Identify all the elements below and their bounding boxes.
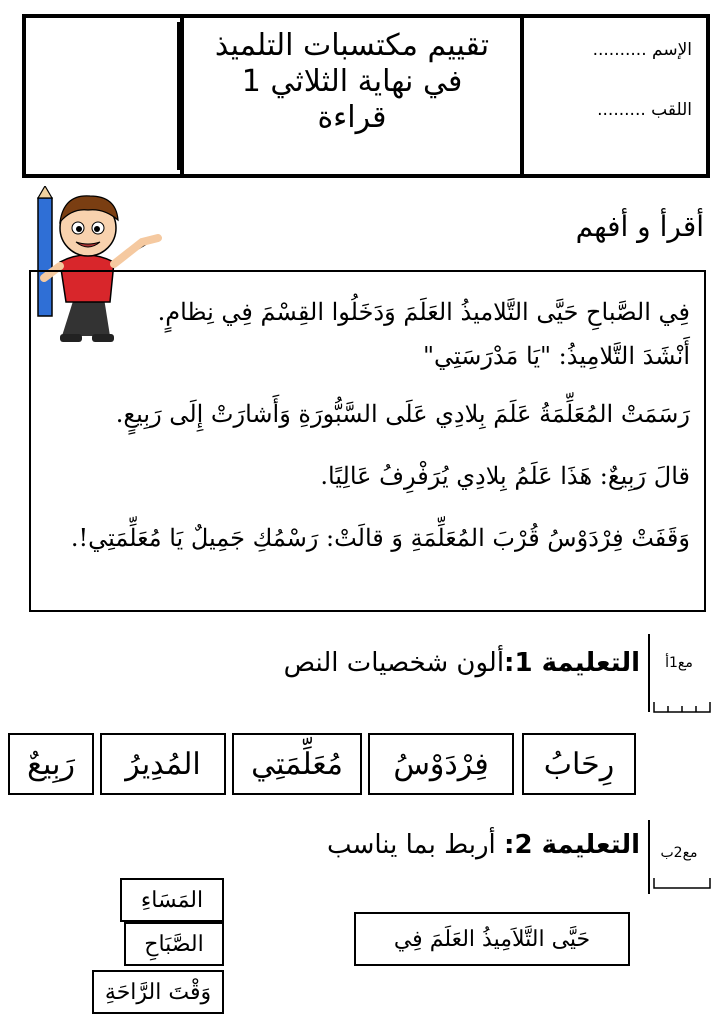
title-line-1: تقييم مكتسبات التلميذ [214, 28, 490, 63]
task1-score-ticks-icon [652, 700, 712, 714]
text-line-1: فِي الصَّباحِ حَيَّى التَّلاميذُ العَلَمَ وَدَخَلُوا القِسْمَ فِي نِظامٍ. [157, 298, 690, 326]
task2-instruction [327, 830, 640, 860]
task2-divider [648, 820, 650, 894]
character-rihab[interactable]: رِحَابُ [522, 733, 636, 795]
name-field[interactable]: الإسم .......... [592, 40, 692, 60]
sentence-box[interactable]: حَيَّى التَّلاَمِيذُ العَلَمَ فِي [354, 912, 630, 966]
title-cell [180, 18, 520, 174]
text-line-2: أَنْشَدَ التَّلامِيذُ: "يَا مَدْرَسَتِي" [422, 342, 690, 370]
task1-instruction [284, 648, 640, 678]
character-principal[interactable]: المُدِيرُ [100, 733, 226, 795]
task1-divider [648, 634, 650, 712]
task2-score-tick-icon [652, 876, 712, 890]
task2-text: أربط بما يناسب [327, 830, 496, 860]
grade-cell [26, 18, 184, 174]
character-teacher[interactable]: مُعَلِّمَتِي [232, 733, 362, 795]
option-evening[interactable]: المَسَاءِ [120, 878, 224, 922]
task2-criterion-marker: مع2ب [660, 845, 698, 861]
student-info-cell [520, 18, 706, 174]
character-firdaws[interactable]: فِرْدَوْسُ [368, 733, 514, 795]
task1-label: التعليمة 1: [504, 648, 640, 678]
title-line-3: قراءة [317, 100, 387, 135]
task1-criterion-marker: مع1أ [665, 655, 693, 671]
title-line-2: في نهاية الثلاثي 1 [241, 64, 463, 99]
reading-heading: أقرأ و أفهم [575, 210, 704, 243]
text-line-3: رَسَمَتْ المُعَلِّمَةُ عَلَمَ بِلادِي عَلَى السَّبُّورَةِ وَأَشارَتْ إِلَى رَبِيعٍ. [115, 400, 690, 428]
option-morning[interactable]: الصَّبَاحِ [124, 922, 224, 966]
surname-field[interactable]: اللقب ......... [597, 100, 692, 120]
option-break-time[interactable]: وَقْتَ الرَّاحَةِ [92, 970, 224, 1014]
task2-label: التعليمة 2: [504, 830, 640, 860]
reading-text-box [29, 270, 706, 612]
text-line-4: قالَ رَبِيعٌ: هَذَا عَلَمُ بِلادِي يُرَفْرِفُ عَالِيًا. [320, 462, 690, 490]
header-table [22, 14, 710, 178]
text-line-5: وَقَفَتْ فِرْدَوْسُ قُرْبَ المُعَلِّمَةِ وَ قالَتْ: رَسْمُكِ جَمِيلٌ يَا مُعَلِّمَتِي!. [70, 524, 690, 552]
task1-text: ألون شخصيات النص [283, 648, 505, 678]
character-rabie[interactable]: رَبِيعٌ [8, 733, 94, 795]
